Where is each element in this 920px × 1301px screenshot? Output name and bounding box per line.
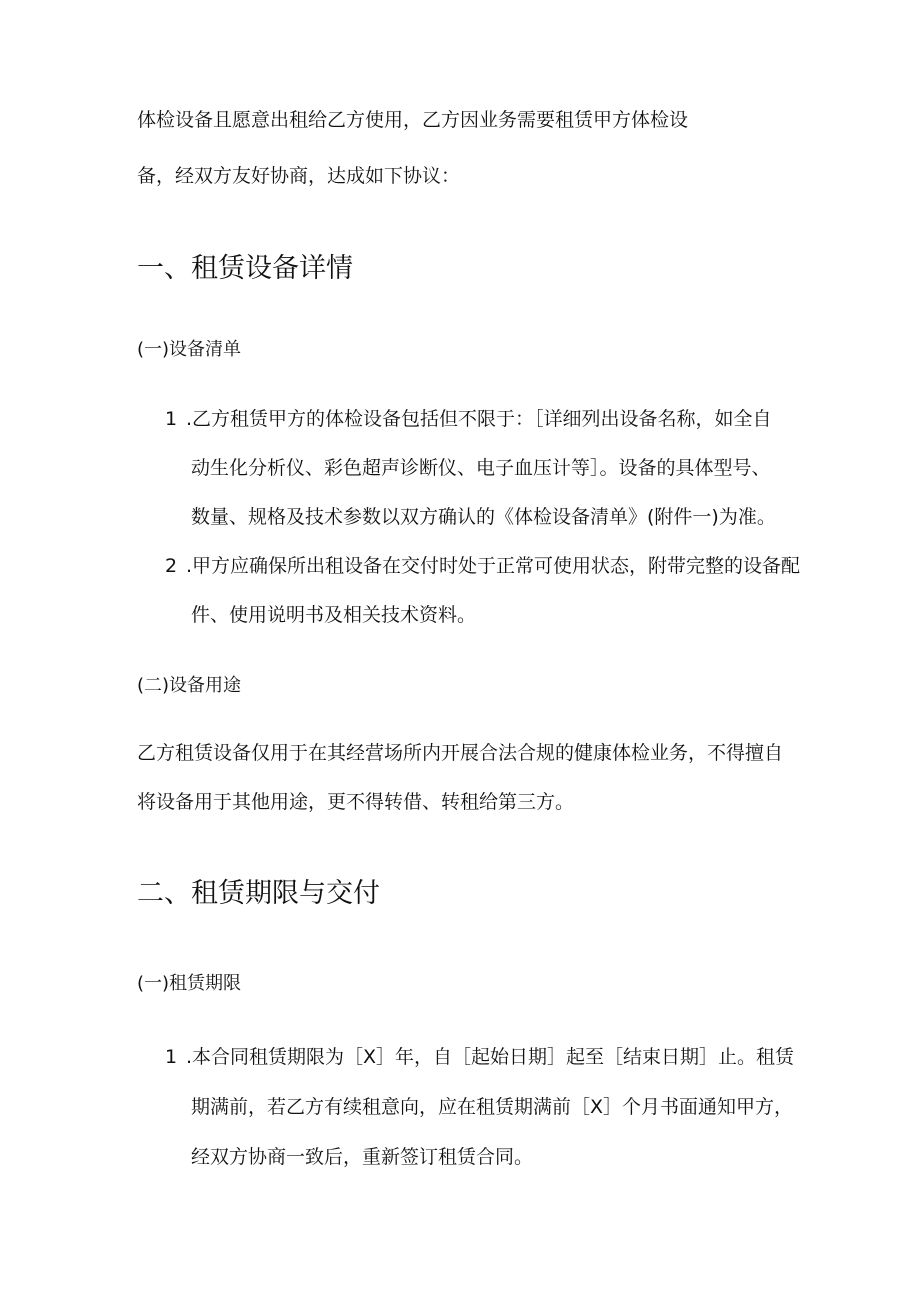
item-text-line: .甲方应确保所出租设备在交付时处于正常可使用状态，附带完整的设备配 [186,555,801,577]
item-text-line: .本合同租赁期限为［X］年，自［起始日期］起至［结束日期］止。租赁 [186,1046,795,1068]
paragraph-line: 将设备用于其他用途，更不得转借、转租给第三方。 [137,791,575,813]
item-number: 2 [165,555,178,577]
section-heading-equipment-details: 一、租赁设备详情 [137,253,353,284]
item-text-line: 期满前，若乙方有续租意向，应在租赁期满前［X］个月书面通知甲方， [191,1096,794,1118]
item-number: 1 [165,408,178,430]
subsection-title-equipment-list: (一)设备清单 [137,339,242,360]
subsection-title-lease-term: (一)租赁期限 [137,973,242,994]
intro-line-1: 体检设备且愿意出租给乙方使用，乙方因业务需要租赁甲方体检设 [137,109,689,131]
item-text-line: 动生化分析仪、彩色超声诊断仪、电子血压计等］。设备的具体型号、 [191,457,771,479]
intro-line-2: 备，经双方友好协商，达成如下协议： [137,165,461,187]
item-text-line: 经双方协商一致后，重新签订租赁合同。 [191,1146,534,1168]
section-heading-lease-term: 二、租赁期限与交付 [137,878,380,909]
item-text-line: .乙方租赁甲方的体检设备包括但不限于：［详细列出设备名称，如全自 [186,408,772,430]
paragraph-line: 乙方租赁设备仅用于在其经营场所内开展合法合规的健康体检业务，不得擅自 [137,742,784,764]
item-text-line: 数量、规格及技术参数以双方确认的《体检设备清单》(附件一)为准。 [191,506,776,528]
item-text-line: 件、使用说明书及相关技术资料。 [191,604,477,626]
subsection-title-equipment-usage: (二)设备用途 [137,675,242,696]
item-number: 1 [165,1046,178,1068]
